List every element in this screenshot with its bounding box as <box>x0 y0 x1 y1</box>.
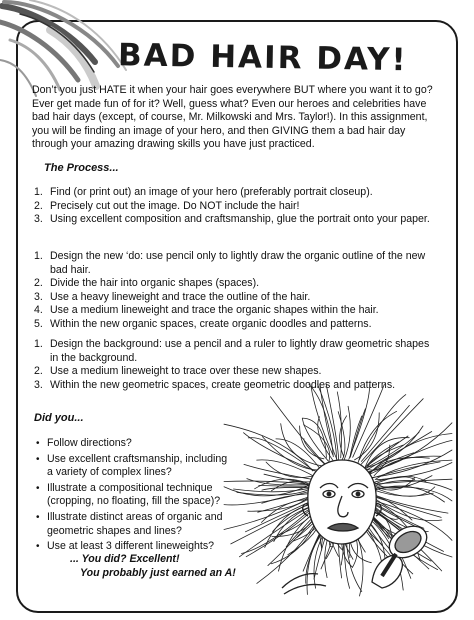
list-item: • Illustrate a compositional technique (cropping, no floating, fill the space)? <box>36 481 221 508</box>
bad-hair-illustration <box>222 382 454 598</box>
hair-strand <box>340 416 347 457</box>
process-heading: The Process... <box>44 162 119 174</box>
list-item: 1. Find (or print out) an image of your hero (preferably portrait closeup). <box>34 186 373 198</box>
list-item: 2. Precisely cut out the image. Do NOT include the hair! <box>34 199 300 212</box>
list-item: 3. Use a heavy lineweight and trace the outline of the hair. <box>34 290 311 303</box>
list-item: 2. Divide the hair into organic shapes (spaces). <box>34 277 260 290</box>
list-item: 1. Design the background: use a pencil and a ruler to lightly draw geometric shapes in the background. <box>34 338 430 364</box>
bullet-icon: • <box>36 453 40 465</box>
hair-strand <box>350 416 361 455</box>
hair-strand <box>300 426 324 459</box>
list-item: • Follow directions? <box>36 437 132 449</box>
hair-strand <box>372 480 452 490</box>
page-title: BAD HAIR DAY! <box>117 37 408 79</box>
hair-strand <box>355 413 380 460</box>
checklist <box>36 437 236 556</box>
process-steps-group-1 <box>34 186 436 227</box>
list-item: 2. Use a medium lineweight to trace over these new shapes. <box>34 365 322 378</box>
list-item: • Use excellent craftsmanship, including a variety of complex lines? <box>36 452 228 479</box>
hair-strand <box>361 405 409 461</box>
bullet-icon: • <box>36 541 40 553</box>
intro-paragraph: Don’t you just HATE it when your hair goes everywhere BUT where you want it to go? Ever get made fun of for it? Well, guess what? Even our heroes and celebrities have bad hair days (except, of course, Mr. Milkowski and Mrs. Taylor!). In this assignment, you will be finding an image of your hero, and then GIVING them a bad hair day through your amazing drawing skills you have just practiced. <box>32 84 433 151</box>
list-item: • Use at least 3 different lineweights? <box>36 540 215 553</box>
list-item: 5. Within the new organic spaces, create organic doodles and patterns. <box>34 317 372 330</box>
list-item: • Illustrate distinct areas of organic and geometric shapes and lines? <box>36 510 223 537</box>
hair-strand <box>303 418 327 457</box>
list-item: 4. Use a medium lineweight and trace the organic shapes within the hair. <box>34 304 379 317</box>
hair-strand <box>259 485 310 486</box>
bullet-icon: • <box>36 438 40 449</box>
list-item: 3. Using excellent composition and craftsmanship, glue the portrait onto your paper. <box>34 213 430 226</box>
hair-strand <box>244 433 318 472</box>
list-item: 1. Design the new ‘do: use pencil only to lightly draw the organic outline of the new bad hair. <box>34 250 426 276</box>
process-steps-group-2 <box>34 250 436 332</box>
list-item: 3. Within the new geometric spaces, create geometric doodles and patterns. <box>34 378 396 391</box>
bullet-icon: • <box>36 511 40 523</box>
bullet-icon: • <box>36 482 40 494</box>
hair-strand <box>258 497 309 512</box>
closing-message: ... You did? Excellent! You probably just earned an A! <box>70 553 236 579</box>
checklist-heading: Did you... <box>34 412 84 424</box>
